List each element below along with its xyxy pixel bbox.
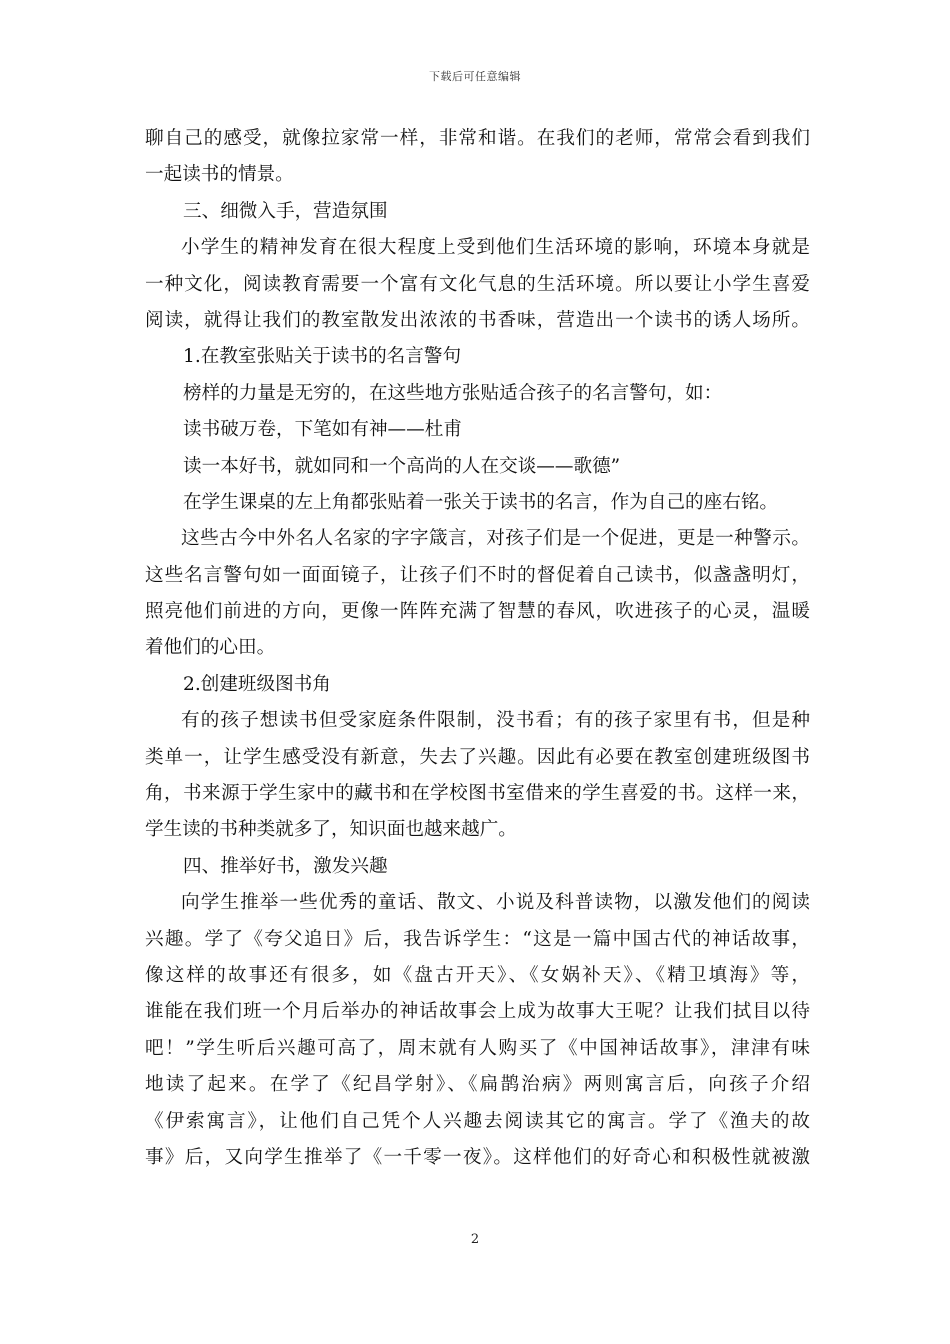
- text-line: 兴趣。学了《夸父追日》后，我告诉学生：“这是一篇中国古代的神话故事，: [145, 928, 810, 950]
- text-line: 着他们的心田。: [145, 637, 276, 659]
- section-heading: 四、推举好书，激发兴趣: [183, 855, 388, 877]
- text-line: 一起读书的情景。: [145, 164, 294, 186]
- text-line: 事》后，又向学生推举了《一千零一夜》。这样他们的好奇心和积极性就被激: [145, 1146, 810, 1168]
- text-line: 像这样的故事还有很多，如《盘古开天》、《女娲补天》、《精卫填海》等，: [145, 964, 810, 986]
- text-line: 小学生的精神发育在很大程度上受到他们生活环境的影响，环境本身就是: [181, 237, 810, 259]
- text-line: 这些名言警句如一面面镜子，让孩子们不时的督促着自己读书，似盏盏明灯，: [145, 564, 810, 586]
- document-body: [145, 121, 810, 1176]
- subsection-heading: 1.在教室张贴关于读书的名言警句: [183, 346, 462, 368]
- text-line: 角，书来源于学生家中的藏书和在学校图书室借来的学生喜爱的书。这样一来，: [145, 783, 810, 805]
- text-line: 聊自己的感受，就像拉家常一样，非常和谐。在我们的老师，常常会看到我们: [145, 128, 810, 149]
- text-line: 《伊索寓言》，让他们自己凭个人兴趣去阅读其它的寓言。学了《渔夫的故: [145, 1110, 810, 1132]
- text-line: 吧！”学生听后兴趣可高了，周末就有人购买了《中国神话故事》，津津有味: [145, 1037, 810, 1059]
- text-line: 有的孩子想读书但受家庭条件限制，没书看；有的孩子家里有书，但是种: [181, 710, 810, 732]
- text-line: 谁能在我们班一个月后举办的神话故事会上成为故事大王呢？让我们拭目以待: [145, 1001, 810, 1023]
- quote-line: 读一本好书，就如同和一个高尚的人在交谈——歌德”: [183, 455, 621, 477]
- text-line: 地读了起来。在学了《纪昌学射》、《扁鹊治病》两则寓言后，向孩子介绍: [145, 1074, 810, 1096]
- page-header: 下载后可任意编辑: [429, 70, 521, 83]
- text-line: 照亮他们前进的方向，更像一阵阵充满了智慧的春风，吹进孩子的心灵，温暖: [145, 601, 810, 623]
- text-line: 一种文化，阅读教育需要一个富有文化气息的生活环境。所以要让小学生喜爱: [145, 273, 810, 295]
- text-line: 阅读，就得让我们的教室散发出浓浓的书香味，营造出一个读书的诱人场所。: [145, 309, 810, 331]
- section-heading: 三、细微入手，营造氛围: [183, 200, 388, 222]
- text-line: 向学生推举一些优秀的童话、散文、小说及科普读物，以激发他们的阅读: [181, 892, 810, 914]
- text-line: 榜样的力量是无穷的，在这些地方张贴适合孩子的名言警句，如：: [183, 382, 723, 404]
- text-line: 学生读的书种类就多了，知识面也越来越广。: [145, 819, 517, 841]
- text-line: 类单一，让学生感受没有新意，失去了兴趣。因此有必要在教室创建班级图书: [145, 746, 810, 768]
- text-line: 这些古今中外名人名家的字字箴言，对孩子们是一个促进，更是一种警示。: [181, 528, 810, 550]
- page-number: 2: [470, 1232, 480, 1247]
- text-line: 在学生课桌的左上角都张贴着一张关于读书的名言，作为自己的座右铭。: [183, 491, 779, 513]
- subsection-heading: 2.创建班级图书角: [183, 673, 331, 695]
- quote-line: 读书破万卷，下笔如有神——杜甫: [183, 419, 462, 441]
